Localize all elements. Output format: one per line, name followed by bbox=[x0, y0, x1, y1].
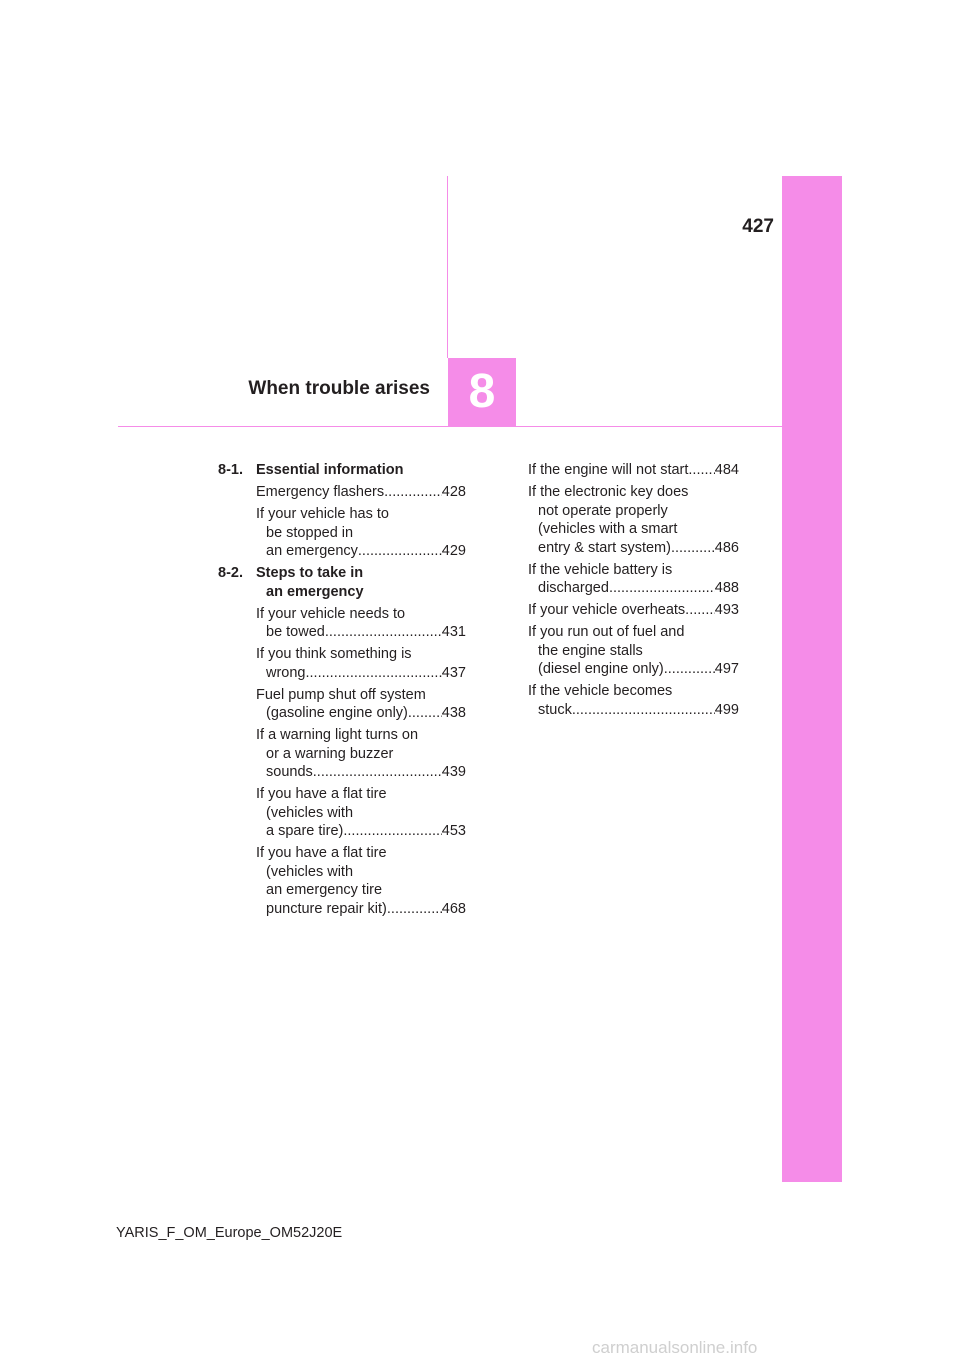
toc-entry-line bbox=[528, 682, 739, 701]
leader-dots bbox=[358, 542, 442, 561]
toc-entry-text: If your vehicle overheats bbox=[528, 602, 686, 618]
toc-entry-line bbox=[528, 483, 739, 502]
toc-entry-line bbox=[256, 804, 466, 823]
toc-page-number: 488 bbox=[714, 580, 739, 596]
toc-entry-text: a spare tire) bbox=[266, 823, 344, 839]
chapter-side-tab bbox=[782, 176, 842, 1182]
section-title: an emergency bbox=[266, 583, 364, 600]
toc-entry-line bbox=[256, 745, 466, 764]
toc-entry-line bbox=[256, 524, 466, 543]
toc-entry-text: not operate properly bbox=[538, 502, 668, 519]
toc-entry-line bbox=[256, 900, 466, 919]
header-horizontal-rule bbox=[118, 426, 782, 427]
toc-page-number: 486 bbox=[714, 539, 739, 556]
toc-entry-line bbox=[528, 561, 739, 580]
toc-entry-line bbox=[256, 483, 466, 502]
toc-entry-text: be stopped in bbox=[266, 524, 354, 541]
toc-entry-text: Emergency flashers bbox=[256, 484, 385, 500]
toc-entry-line bbox=[256, 881, 466, 900]
toc-entry-line bbox=[256, 763, 466, 782]
toc-entry-text: discharged bbox=[538, 580, 609, 596]
toc-entry[interactable] bbox=[218, 645, 466, 682]
toc-entry-text: puncture repair kit) bbox=[266, 900, 387, 917]
toc-entry-line bbox=[256, 686, 466, 705]
toc-entry-text: sounds bbox=[266, 764, 313, 780]
leader-dots bbox=[671, 539, 715, 558]
toc-entry-text: wrong bbox=[266, 664, 306, 681]
toc-entry-line bbox=[256, 822, 466, 841]
toc-entry-text: If you run out of fuel and bbox=[528, 624, 685, 640]
toc-entry[interactable] bbox=[528, 461, 739, 480]
toc-entry[interactable] bbox=[528, 601, 739, 620]
toc-page-number: 499 bbox=[714, 701, 739, 718]
leader-dots bbox=[664, 660, 715, 679]
toc-entry-text: the engine stalls bbox=[538, 642, 643, 659]
leader-dots bbox=[685, 601, 715, 620]
toc-entry-line bbox=[256, 704, 466, 723]
leader-dots bbox=[313, 763, 442, 782]
toc-entry-text: (vehicles with a smart bbox=[538, 521, 678, 537]
footer-document-code: YARIS_F_OM_Europe_OM52J20E bbox=[116, 1225, 343, 1241]
toc-entry[interactable] bbox=[218, 844, 466, 918]
toc-entry-text: (diesel engine only) bbox=[538, 661, 664, 677]
toc-entry-text: If the electronic key does bbox=[528, 484, 689, 500]
toc-entry-line bbox=[528, 579, 739, 598]
toc-page-number: 493 bbox=[714, 602, 739, 618]
toc-entry-text: be towed bbox=[266, 624, 325, 640]
leader-dots bbox=[609, 579, 715, 598]
toc-page-number: 429 bbox=[441, 543, 466, 559]
leader-dots bbox=[408, 704, 442, 723]
leader-dots bbox=[384, 483, 442, 502]
toc-entry-text: stuck bbox=[538, 701, 572, 718]
toc-entry[interactable] bbox=[218, 686, 466, 723]
section-heading bbox=[218, 461, 466, 480]
toc-entry-line bbox=[256, 645, 466, 664]
toc-entry-line bbox=[256, 863, 466, 882]
leader-dots bbox=[306, 664, 442, 683]
toc-page-number: 439 bbox=[441, 764, 466, 780]
chapter-title: When trouble arises bbox=[248, 378, 430, 399]
toc-entry-text: entry & start system) bbox=[538, 539, 671, 556]
toc-entry-text: If your vehicle needs to bbox=[256, 605, 406, 622]
toc-entry-line bbox=[256, 505, 466, 524]
toc-entry[interactable] bbox=[218, 483, 466, 502]
toc-entry[interactable] bbox=[218, 726, 466, 782]
leader-dots bbox=[688, 461, 714, 480]
toc-page-number: 437 bbox=[441, 664, 466, 681]
section-number: 8-1. bbox=[218, 462, 243, 478]
toc-page-number: 438 bbox=[441, 705, 466, 721]
toc-page-number: 453 bbox=[441, 823, 466, 839]
toc-entry[interactable] bbox=[528, 623, 739, 679]
toc-entry-text: Fuel pump shut off system bbox=[256, 686, 426, 703]
toc-entry[interactable] bbox=[528, 682, 739, 719]
leader-dots bbox=[572, 701, 715, 720]
toc-entry-line bbox=[528, 601, 739, 620]
toc-left-column bbox=[218, 461, 466, 922]
toc-entry-text: If you have a flat tire bbox=[256, 786, 387, 802]
toc-entry-line bbox=[528, 623, 739, 642]
toc-entry-text: (vehicles with bbox=[266, 804, 354, 821]
toc-page-number: 468 bbox=[441, 900, 466, 917]
toc-entry-text: If you think something is bbox=[256, 646, 412, 662]
toc-entry-line bbox=[256, 605, 466, 624]
toc-entry-line bbox=[256, 664, 466, 683]
leader-dots bbox=[343, 822, 441, 841]
toc-entry[interactable] bbox=[528, 483, 739, 557]
toc-page-number: 428 bbox=[441, 484, 466, 500]
chapter-number-box bbox=[448, 358, 516, 426]
toc-entry-line bbox=[256, 844, 466, 863]
toc-page-number: 484 bbox=[714, 462, 739, 478]
toc-entry[interactable] bbox=[218, 785, 466, 841]
toc-entry-line bbox=[256, 785, 466, 804]
toc-entry-line bbox=[528, 539, 739, 558]
leader-dots bbox=[387, 900, 442, 919]
section-number: 8-2. bbox=[218, 565, 243, 581]
chapter-number: 8 bbox=[468, 365, 496, 418]
toc-entry-line bbox=[528, 461, 739, 480]
toc-entry[interactable] bbox=[218, 505, 466, 561]
toc-entry-text: If a warning light turns on bbox=[256, 727, 419, 743]
toc-entry-text: If the vehicle battery is bbox=[528, 561, 673, 578]
toc-page-number: 431 bbox=[441, 624, 466, 640]
toc-entry-text: If the engine will not start bbox=[528, 462, 689, 478]
section-title: Steps to take in bbox=[256, 565, 364, 581]
toc-entry-line bbox=[528, 502, 739, 521]
toc-right-column bbox=[528, 461, 739, 723]
toc-page-number: 497 bbox=[714, 661, 739, 677]
toc-entry-text: If your vehicle has to bbox=[256, 506, 389, 522]
toc-entry-line bbox=[256, 726, 466, 745]
toc-entry[interactable] bbox=[528, 561, 739, 598]
toc-entry[interactable] bbox=[218, 605, 466, 642]
toc-entry-text: If you have a flat tire bbox=[256, 845, 387, 861]
toc-entry-text: an emergency tire bbox=[266, 882, 383, 898]
page-number: 427 bbox=[742, 216, 774, 237]
leader-dots bbox=[325, 623, 442, 642]
toc-entry-text: or a warning buzzer bbox=[266, 745, 394, 762]
toc-entry-text: (gasoline engine only) bbox=[266, 705, 408, 721]
toc-entry-line bbox=[528, 701, 739, 720]
toc-entry-line bbox=[256, 542, 466, 561]
watermark: carmanualsonline.info bbox=[592, 1338, 758, 1357]
toc-entry-text: an emergency bbox=[266, 543, 358, 559]
toc-entry-line bbox=[528, 520, 739, 539]
toc-entry-line bbox=[256, 623, 466, 642]
section-title: Essential information bbox=[256, 462, 404, 478]
toc-entry-line bbox=[528, 660, 739, 679]
header-vertical-rule bbox=[447, 176, 448, 358]
toc-entry-text: (vehicles with bbox=[266, 863, 354, 880]
section-heading bbox=[218, 564, 466, 601]
toc-entry-text: If the vehicle becomes bbox=[528, 683, 673, 699]
toc-entry-line bbox=[528, 642, 739, 661]
